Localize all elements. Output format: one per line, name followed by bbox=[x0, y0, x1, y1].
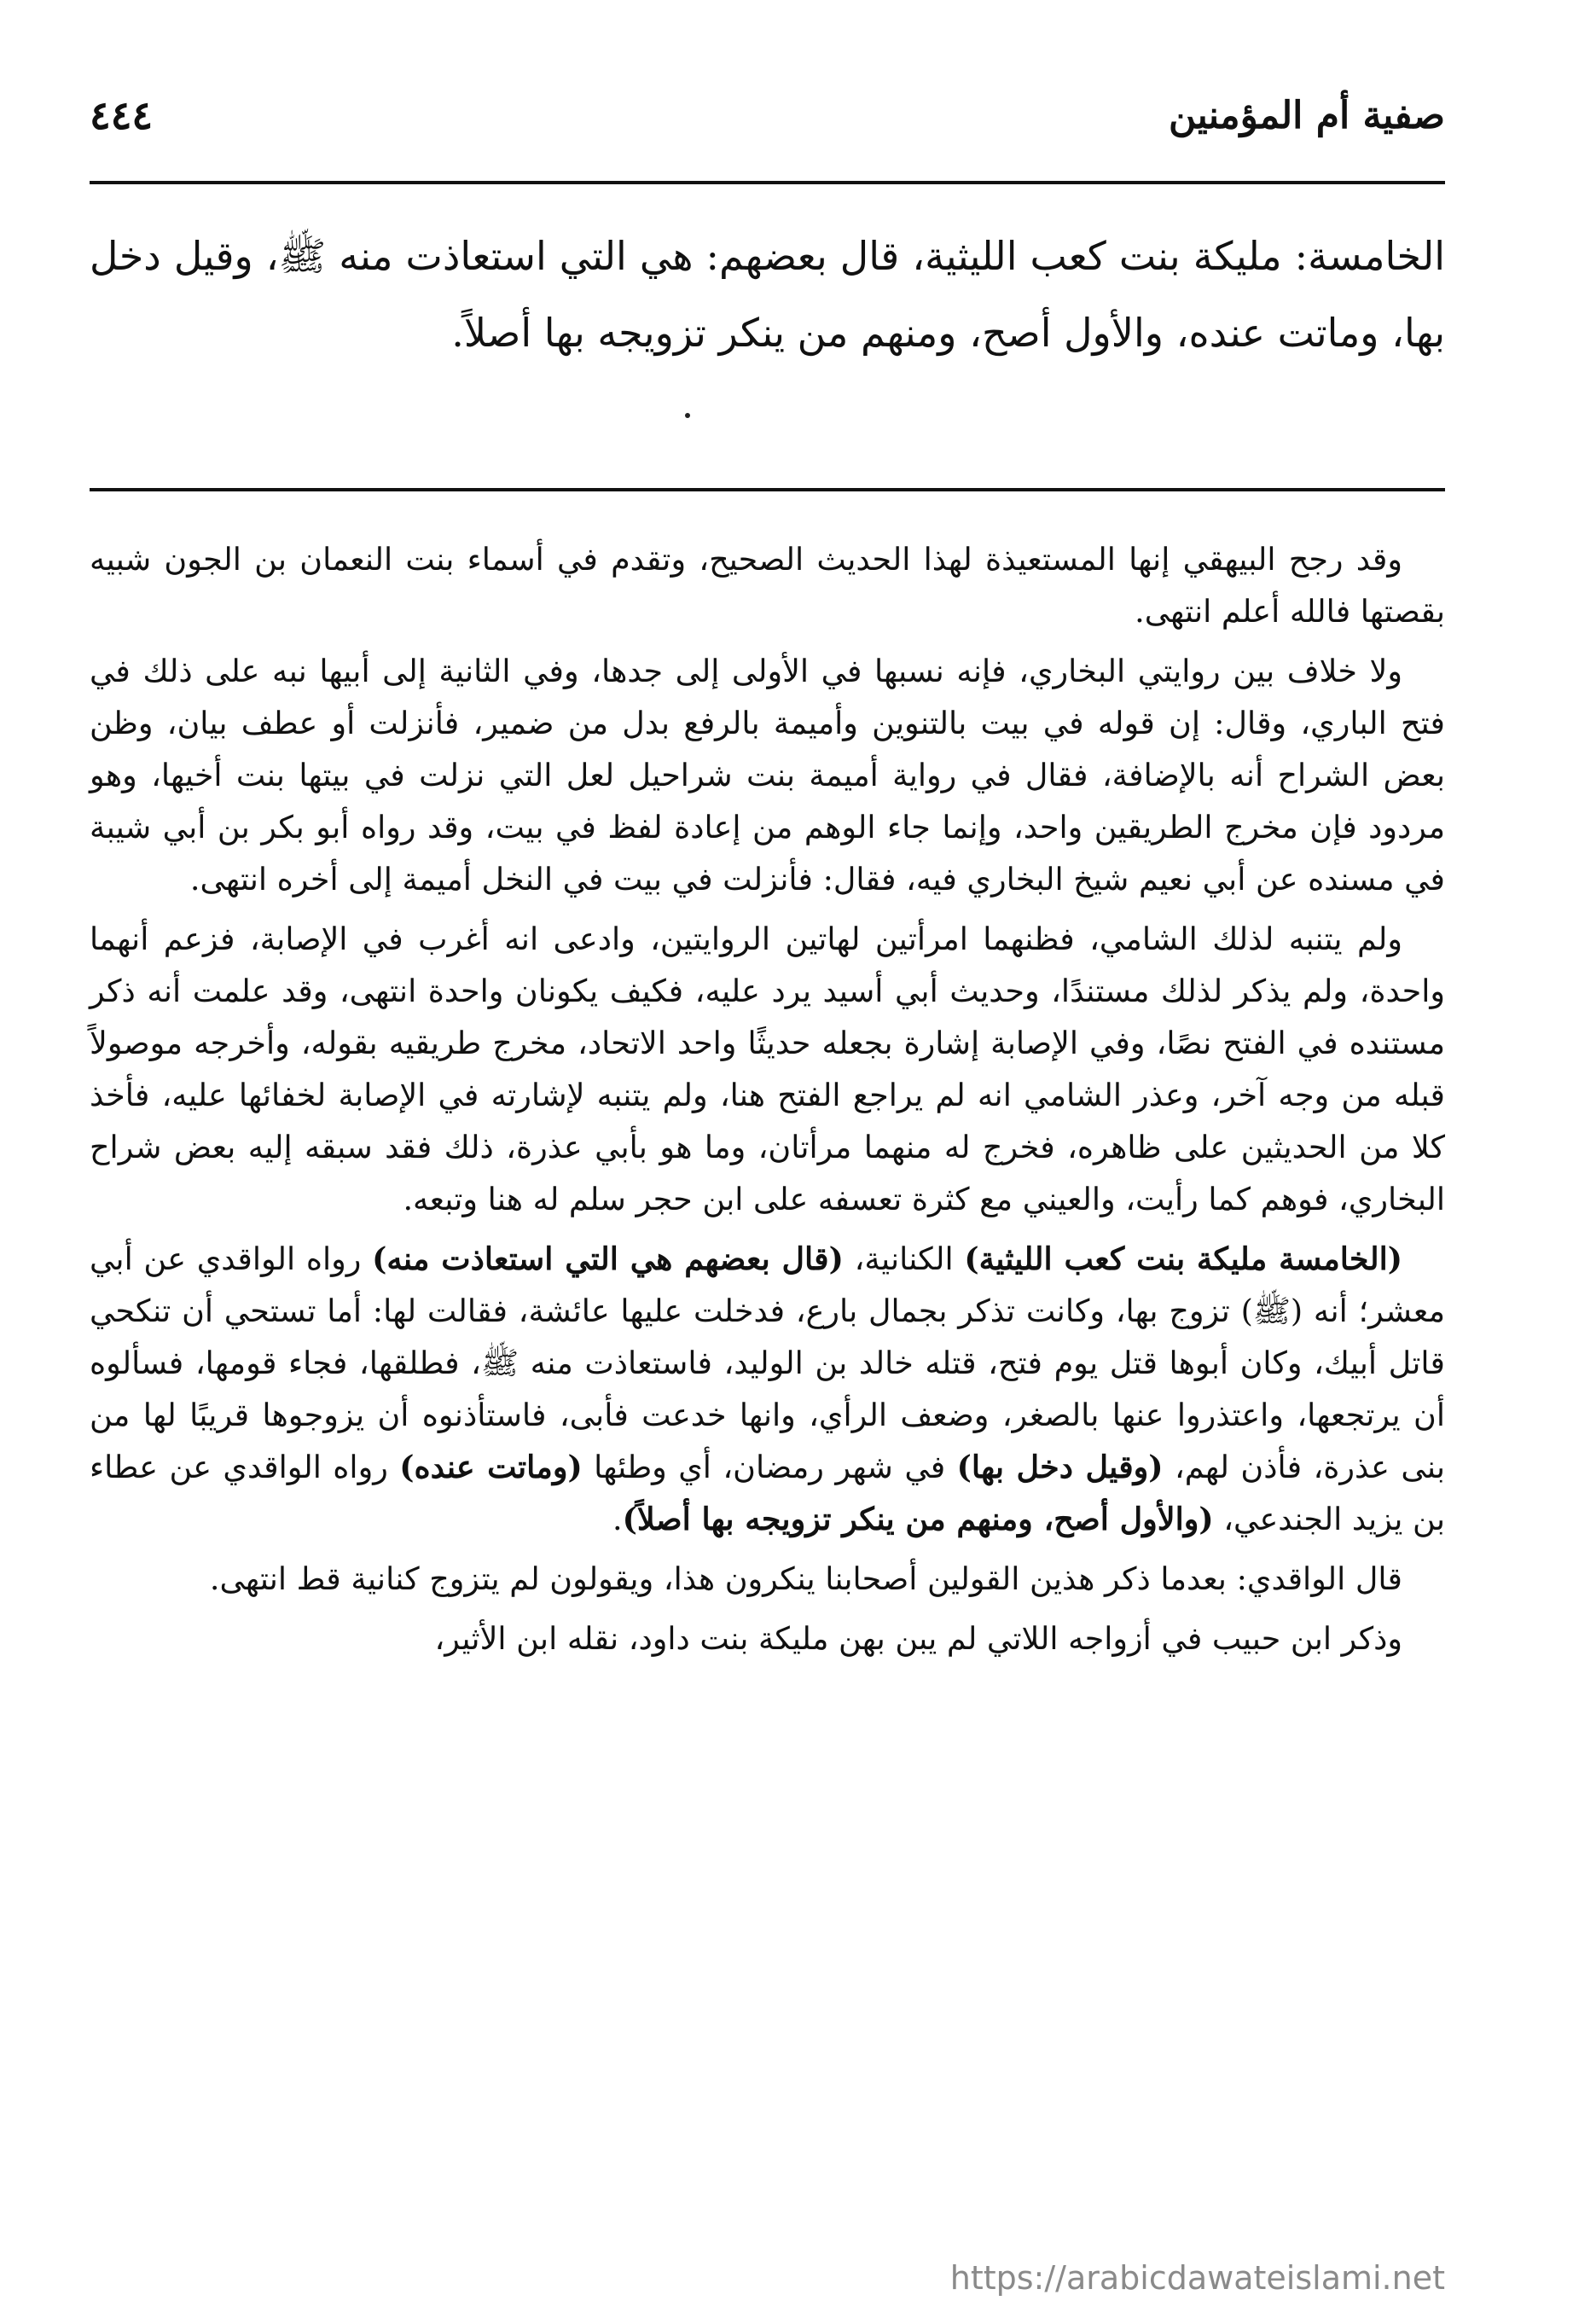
text-run: في شهر رمضان، أي وطئها bbox=[582, 1449, 957, 1485]
bold-quote: (والأول أصح، ومنهم من ينكر تزويجه بها أصلاً) bbox=[622, 1501, 1214, 1537]
text-run: وذكر ابن حبيب في أزواجه اللاتي لم يبن بهن مليكة بنت داود، نقله ابن الأثير، bbox=[434, 1620, 1402, 1657]
commentary-paragraph bbox=[90, 645, 1445, 905]
running-title: صفية أم المؤمنين bbox=[1168, 93, 1445, 137]
text-run: ولا خلاف بين روايتي البخاري، فإنه نسبها في الأولى إلى جدها، وفي الثانية إلى أبيها نبه على ذلك في فتح الباري، وقال: إن قوله في بيت بالتنوين وأميمة بالرفع بدل من ضمير، فأنزلت أو عطف بيان، وظن بعض الشراح أنه بالإضافة، فقال في رواية أميمة بنت شراحيل لعل التي نزلت في بيتها بنت أخيها، وهو مردود فإن مخرج الطريقين واحد، وإنما جاء الوهم من إعادة لفظ في بيت، وقد رواه أبو بكر بن أبي شيبة في مسنده عن أبي نعيم شيخ البخاري فيه، فقال: فأنزلت في بيت في النخل أميمة إلى أخره انتهى. bbox=[90, 653, 1445, 898]
page-header bbox=[90, 81, 1445, 149]
section-rule bbox=[90, 488, 1445, 491]
commentary-paragraph bbox=[90, 533, 1445, 637]
text-run: رواه الواقدي عن عطاء بن يزيد الجندعي، bbox=[90, 1449, 1445, 1537]
commentary-paragraph bbox=[90, 1553, 1445, 1605]
text-run: قال الواقدي: بعدما ذكر هذين القولين أصحابنا ينكرون هذا، ويقولون لم يتزوج كنانية قط انتهى. bbox=[209, 1560, 1402, 1597]
page-number: ٤٤٤ bbox=[90, 92, 154, 138]
text-run: ولم يتنبه لذلك الشامي، فظنهما امرأتين لهاتين الروايتين، وادعى انه أغرب في الإصابة، فزعم أنهما واحدة، ولم يذكر لذلك مستندًا، وحديث أبي أسيد يرد عليه، فكيف يكونان واحدة انتهى، وقد علمت أنه ذكر مستنده في الفتح نصًا، وفي الإصابة إشارة بجعله حديثًا واحد الاتحاد، مخرج طريقيه بقوله، وأخرجه موصولاً قبله من وجه آخر، وعذر الشامي انه لم يراجع الفتح هنا، ولم يتنبه لإشارته في الإصابة لخفائها عليه، فأخذ كلا من الحديثين على ظاهره، فخرج له منهما مرأتان، وما هو بأبي عذرة، ذلك فقد سبقه إليه بعض شراح البخاري، فوهم كما رأيت، والعيني مع كثرة تعسفه على ابن حجر سلم له هنا وتبعه. bbox=[90, 921, 1445, 1217]
header-rule bbox=[90, 181, 1445, 184]
bold-quote: (الخامسة مليكة بنت كعب الليثية) bbox=[964, 1240, 1402, 1277]
commentary-paragraph bbox=[90, 1612, 1445, 1665]
bold-quote: (وقيل دخل بها) bbox=[956, 1449, 1164, 1485]
text-run: . bbox=[612, 1501, 623, 1537]
text-run: الكنانية، bbox=[843, 1240, 965, 1277]
commentary-paragraph bbox=[90, 913, 1445, 1225]
bold-quote: (وماتت عنده) bbox=[399, 1449, 583, 1485]
watermark: https://arabicdawateislami.net bbox=[949, 2259, 1445, 2297]
main-text: الخامسة: مليكة بنت كعب الليثية، قال بعضهم: هي التي استعاذت منه ﷺ، وقيل دخل بها، وماتت عنده، والأول أصح، ومنهم من ينكر تزويجه بها أصلاً. bbox=[90, 233, 1445, 356]
text-run: وقد رجح البيهقي إنها المستعيذة لهذا الحديث الصحيح، وتقدم في أسماء بنت النعمان بن الجون شبيه بقصتها فالله أعلم انتهى. bbox=[90, 541, 1445, 630]
commentary-paragraph bbox=[90, 1233, 1445, 1545]
bold-quote: (قال بعضهم هي التي استعاذت منه) bbox=[372, 1240, 844, 1277]
commentary bbox=[90, 533, 1445, 1672]
text-run: رواه الواقدي عن أبي معشر؛ أنه (ﷺ) تزوج بها، وكانت تذكر بجمال بارع، فدخلت عليها عائشة، فقالت لها: أما تستحي أن تنكحي قاتل أبيك، وكان أبوها قتل يوم فتح، قتله خالد بن الوليد، فاستعاذت منه ﷺ، فطلقها، فجاء قومها، فسألوه أن يرتجعها، واعتذروا عنها بالصغر، وضعف الرأي، وانها خدعت فأبى، فاستأذنوه أن يزوجوها قريبًا لها من بنى عذرة، فأذن لهم، bbox=[90, 1240, 1445, 1485]
ink-dot bbox=[685, 413, 690, 418]
